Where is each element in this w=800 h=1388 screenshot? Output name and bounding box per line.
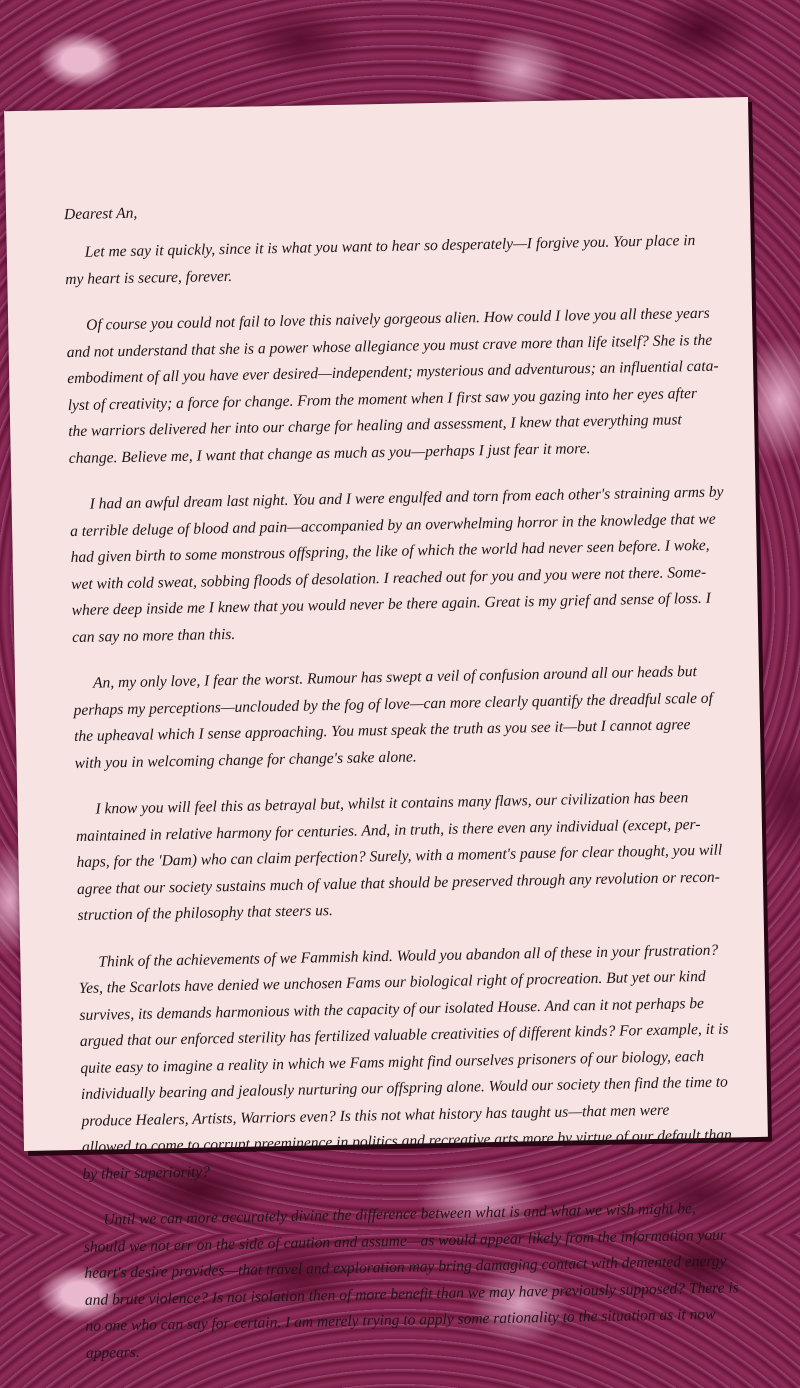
paragraph-line: perhaps my perceptions—unclouded by the fog of love—can more clearly quantify the dreadful scale of	[73, 689, 714, 719]
paragraph-line: my heart is secure, forever.	[65, 267, 233, 288]
paragraph-line: Let me say it quickly, since it is what you want to hear so desperately—I forgive you. Your place in	[84, 231, 696, 261]
letter-body	[63, 194, 739, 1387]
paragraph-line: and not understand that she is a power whose allegiance you must crave more than life itself? She is the	[66, 331, 713, 361]
letter-paragraph	[75, 785, 723, 930]
paragraph-line: agree that our society sustains much of value that should be preserved through any revolution or recon-	[76, 868, 720, 898]
letter-paragraph	[66, 301, 719, 472]
paragraph-line: change. Believe me, I want that change as much as you—perhaps I just fear it more.	[68, 439, 591, 467]
paragraph-line: where deep inside me I knew that you would never be there again. Great is my grief and sense of loss. I	[71, 589, 711, 620]
paragraph-line: heart's desire provides—that travel and exploration may bring damaging contact with demented energy	[84, 1252, 727, 1282]
paragraph-line: haps, for the 'Dam) who can claim perfection? Surely, with a moment's pause for clear thought, you will	[76, 841, 723, 871]
paragraph-line: survives, its demands harmonious with the capacity of our isolated House. And can it not perhaps be	[79, 994, 705, 1024]
paragraph-line: produce Healers, Artists, Warriors even? Is this not what history has taught us—that men were	[81, 1101, 670, 1130]
paragraph-line: maintained in relative harmony for centuries. And, in truth, is there even any individual (except, per-	[75, 815, 701, 845]
paragraph-line: by their superiority?	[82, 1162, 211, 1183]
paragraph-line: and brute violence? Is not isolation then of more benefit than we may have previously supposed? There is	[84, 1278, 739, 1309]
paragraph-line: Until we can more accurately divine the difference between what is and what we wish might be,	[103, 1200, 696, 1229]
paragraph-line: An, my only love, I fear the worst. Rumour has swept a veil of confusion around all our heads but	[92, 663, 698, 692]
letter-paragraph	[65, 228, 706, 293]
paragraph-line: the warriors delivered her into our charge for healing and assessment, I knew that everything must	[68, 411, 682, 441]
paragraph-line: a terrible deluge of blood and pain—accompanied by an overwhelming horror in the knowledge that we	[69, 510, 716, 540]
paragraph-line: struction of the philosophy that steers us.	[77, 902, 333, 924]
paragraph-line: Yes, the Scarlots have denied we unchosen Fams our biological right of procreation. But yet our kind	[78, 967, 706, 997]
paragraph-line: quite easy to imagine a reality in which we Fams might find ourselves prisoners of our biology, each	[80, 1047, 705, 1077]
paragraph-line: the upheaval which I sense approaching. You must speak the truth as you see it—but I cannot agree	[73, 716, 691, 746]
paragraph-line: Think of the achievements of we Fammish kind. Would you abandon all of these in your frustration?	[98, 941, 719, 971]
paragraph-line: wet with cold sweat, sobbing floods of desolation. I reached out for you and you were not there. Some-	[71, 563, 707, 593]
paragraph-line: I know you will feel this as betrayal but, whilst it contains many flaws, our civilization has been	[95, 789, 689, 818]
letter-paragraph	[73, 659, 715, 777]
paragraph-line: no one who can say for certain. I am merely trying to apply some rationality to the situation as it now	[85, 1305, 716, 1335]
paragraph-line: argued that our enforced sterility has fertilized valuable creativities of different kinds? For example, it is	[79, 1020, 729, 1050]
paragraph-line: should we not err on the side of caution and assume—as would appear likely from the information your	[83, 1226, 727, 1256]
letter-paragraph	[78, 937, 732, 1188]
paragraph-line: lyst of creativity; a force for change. From the moment when I first saw you gazing into her eyes after	[67, 384, 698, 414]
paragraph-line: I had an awful dream last night. You and I were engulfed and torn from each other's straining arms by	[89, 483, 724, 513]
paragraph-line: can say no more than this.	[72, 625, 236, 646]
paragraph-line: with you in welcoming change for change's sake alone.	[74, 747, 417, 772]
letter-paragraph	[83, 1196, 739, 1367]
paragraph-line: had given birth to some monstrous offspring, the like of which the world had never seen before. I woke,	[70, 536, 710, 567]
paragraph-line: appears.	[85, 1343, 140, 1362]
letter-salutation: Dearest An,	[63, 204, 138, 224]
letter-paragraph	[69, 480, 724, 651]
paragraph-line: individually bearing and jealously nurturing our offspring alone. Would our society then find the time to	[80, 1073, 728, 1103]
paragraph-line: Of course you could not fail to love this naively gorgeous alien. How could I love you all these years	[86, 304, 710, 334]
letter-paragraphs	[65, 228, 739, 1367]
letter-page	[4, 97, 768, 1362]
paragraph-line: allowed to come to corrupt preeminence in politics and recreative arts more by virtue of our default than	[81, 1126, 732, 1156]
paragraph-line: embodiment of all you have ever desired—independent; mysterious and adventurous; an influential cata-	[67, 357, 719, 388]
